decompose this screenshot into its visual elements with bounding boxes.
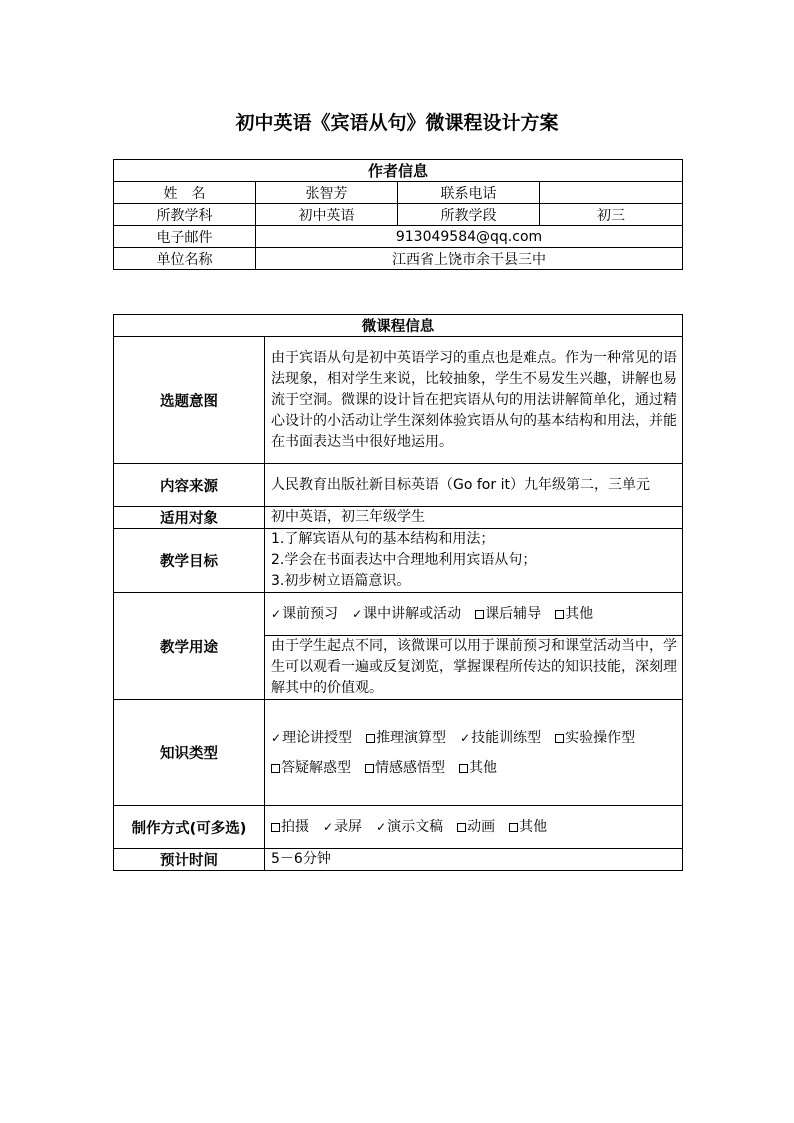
grade-value: 初三: [540, 204, 683, 226]
option-label: 实验操作型: [565, 729, 636, 746]
course-info-table: [113, 314, 683, 871]
time-label: 预计时间: [114, 849, 265, 871]
empty-checkbox-icon: [366, 734, 375, 743]
intent-label: 选题意图: [114, 337, 265, 464]
use-label: 教学用途: [114, 593, 265, 700]
empty-checkbox-icon: [365, 764, 374, 773]
option-label: 情感感悟型: [375, 759, 445, 776]
name-label: 姓 名: [114, 182, 256, 204]
email-value: 913049584@qq.com: [256, 226, 683, 248]
use-option[interactable]: [352, 604, 461, 625]
use-option[interactable]: [271, 604, 338, 625]
option-label: 推理演算型: [376, 729, 447, 746]
type-option[interactable]: [271, 723, 352, 753]
empty-checkbox-icon: [509, 823, 518, 832]
type-option[interactable]: [365, 753, 445, 783]
use-option[interactable]: [475, 604, 541, 625]
unit-value: 江西省上饶市余干县三中: [256, 248, 683, 270]
check-mark-icon: ✓: [460, 730, 471, 745]
audience-label: 适用对象: [114, 507, 265, 529]
grade-label: 所教学段: [398, 204, 540, 226]
type-option[interactable]: [271, 753, 351, 783]
unit-label: 单位名称: [114, 248, 256, 270]
phone-value: [540, 182, 683, 204]
method-option[interactable]: [323, 817, 362, 838]
author-info-header: 作者信息: [114, 160, 683, 182]
goal-item: 1.了解宾语从句的基本结构和用法；: [271, 531, 495, 547]
method-option[interactable]: [457, 817, 495, 838]
use-options: [265, 593, 683, 636]
empty-checkbox-icon: [457, 823, 466, 832]
phone-label: 联系电话: [398, 182, 540, 204]
empty-checkbox-icon: [555, 610, 564, 619]
check-mark-icon: ✓: [323, 819, 334, 834]
type-option[interactable]: [555, 723, 635, 753]
option-label: 拍摄: [281, 818, 309, 835]
goals-label: 教学目标: [114, 529, 265, 593]
method-option[interactable]: [376, 817, 443, 838]
goal-item: 3.初步树立语篇意识。: [271, 573, 411, 589]
method-option[interactable]: [271, 817, 309, 838]
option-label: 理论讲授型: [282, 729, 353, 746]
type-label: 知识类型: [114, 700, 265, 806]
intent-value: 由于宾语从句是初中英语学习的重点也是难点。作为一种常见的语法现象，相对学生来说，比较抽象，学生不易发生兴趣，讲解也易流于空洞。微课的设计旨在把宾语从句的用法讲解简单化，通过精心设计的小活动让学生深刻体验宾语从句的基本结构和用法，并能在书面表达当中很好地运用。: [265, 337, 683, 464]
source-value: 人民教育出版社新目标英语（Go for it）九年级第二，三单元: [265, 464, 683, 507]
check-mark-icon: ✓: [271, 606, 282, 621]
option-label: 其他: [565, 605, 594, 622]
check-mark-icon: ✓: [271, 730, 282, 745]
type-option[interactable]: [366, 723, 446, 753]
empty-checkbox-icon: [459, 764, 468, 773]
option-label: 演示文稿: [387, 818, 444, 835]
method-options: [265, 806, 683, 849]
use-option[interactable]: [555, 604, 593, 625]
check-mark-icon: ✓: [352, 606, 363, 621]
goal-item: 2.学会在书面表达中合理地利用宾语从句；: [271, 552, 537, 568]
method-label: 制作方式(可多选): [114, 806, 265, 849]
type-options: [265, 700, 683, 806]
goals-value: [265, 529, 683, 593]
use-description: 由于学生起点不同，该微课可以用于课前预习和课堂活动当中，学生可以观看一遍或反复浏览，掌握课程所传达的知识技能，深刻理解其中的价值观。: [265, 636, 683, 700]
author-info-table: [113, 159, 683, 270]
option-label: 技能训练型: [471, 729, 542, 746]
option-label: 答疑解惑型: [281, 759, 351, 776]
option-label: 其他: [469, 759, 497, 776]
document-title: 初中英语《宾语从句》微课程设计方案: [235, 112, 559, 134]
option-label: 课后辅导: [485, 605, 542, 622]
name-value: 张智芳: [256, 182, 398, 204]
type-option[interactable]: [459, 753, 497, 783]
option-label: 动画: [467, 818, 496, 835]
option-label: 课中讲解或活动: [363, 605, 462, 622]
time-value: 5－6分钟: [265, 849, 683, 871]
option-label: 录屏: [334, 818, 363, 835]
email-label: 电子邮件: [114, 226, 256, 248]
course-info-header: 微课程信息: [114, 315, 683, 337]
type-option[interactable]: [460, 723, 541, 753]
audience-value: 初中英语，初三年级学生: [265, 507, 683, 529]
empty-checkbox-icon: [271, 823, 280, 832]
check-mark-icon: ✓: [376, 819, 387, 834]
method-option[interactable]: [509, 817, 547, 838]
empty-checkbox-icon: [475, 610, 484, 619]
source-label: 内容来源: [114, 464, 265, 507]
empty-checkbox-icon: [555, 734, 564, 743]
subject-value: 初中英语: [256, 204, 398, 226]
empty-checkbox-icon: [271, 764, 280, 773]
option-label: 课前预习: [282, 605, 339, 622]
option-label: 其他: [519, 818, 548, 835]
subject-label: 所教学科: [114, 204, 256, 226]
